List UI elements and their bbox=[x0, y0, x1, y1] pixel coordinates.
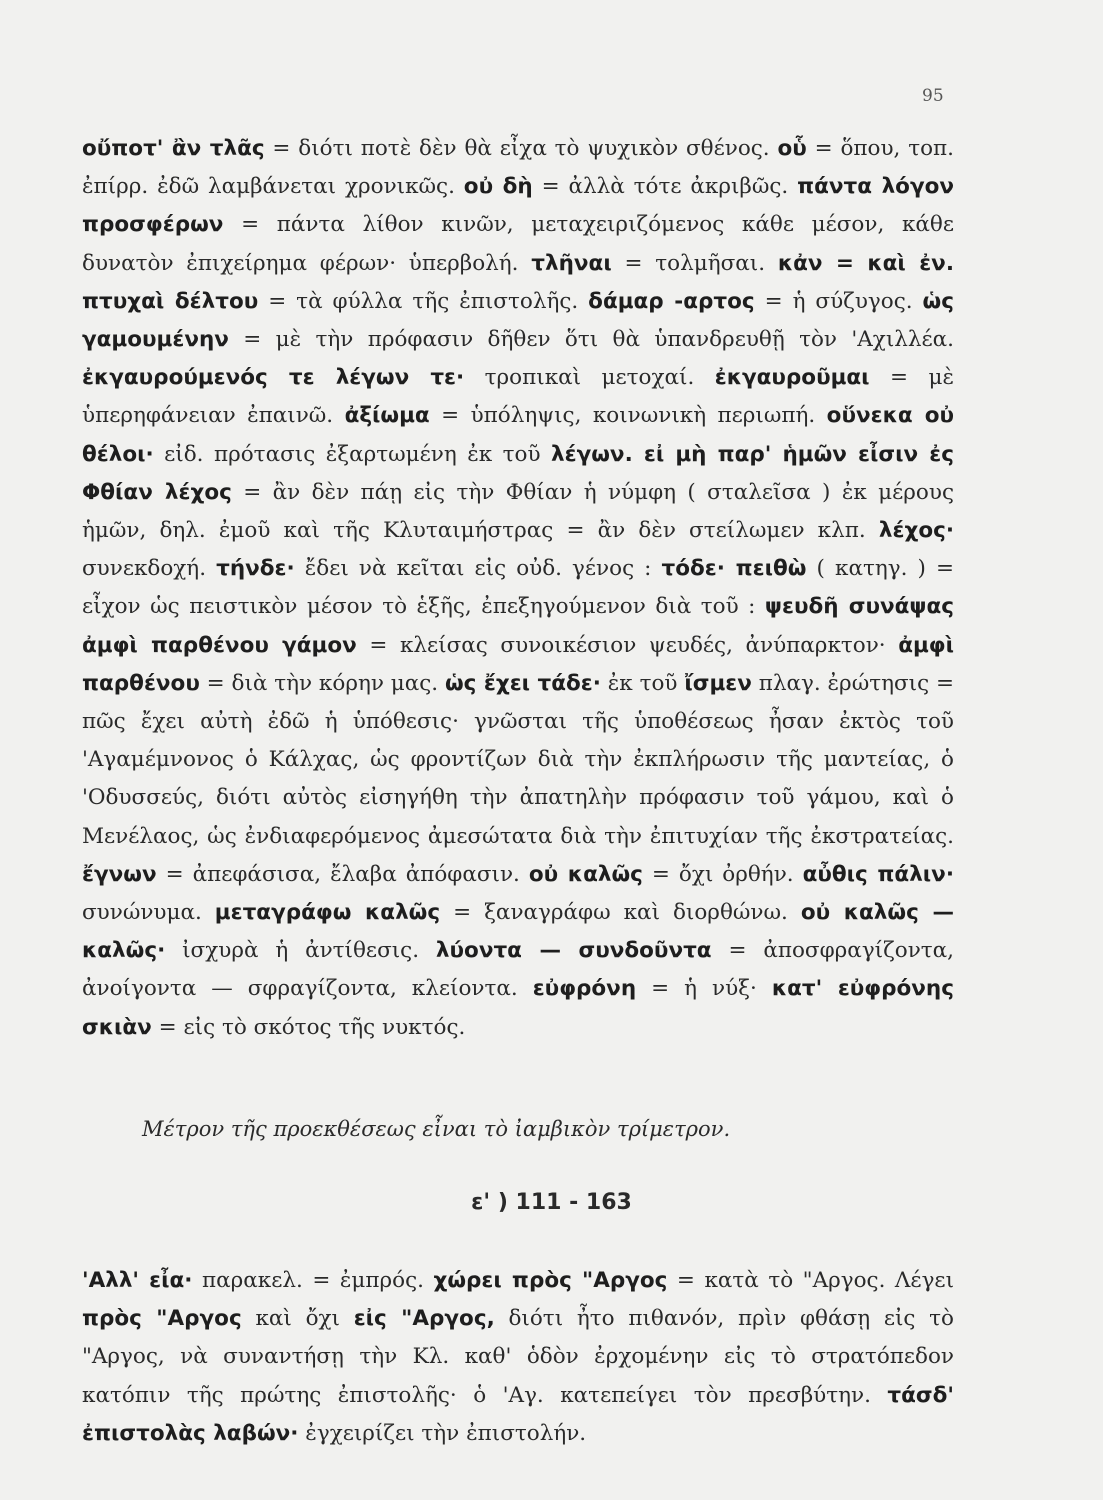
meter-note: Μέτρον τῆς προεκθέσεως εἶναι τὸ ἰαμβικὸν τρίμετρον. bbox=[142, 1117, 731, 1141]
gloss-text: = κλείσας συνοικέσιον ψευδές, ἀνύπαρκτον· bbox=[356, 632, 899, 658]
gloss-text: = ἡ νύξ· bbox=[636, 976, 772, 1002]
gloss-text: = τολμῆσαι. bbox=[611, 250, 778, 276]
gloss-text: = ὅπου, τοπ. ἐπίρρ. ἐδῶ λαμβάνεται χρονικῶς. bbox=[82, 136, 954, 200]
gloss-text: = κατὰ τὸ "Αργος. Λέγει bbox=[667, 1268, 954, 1293]
gloss-text: ἐκ τοῦ bbox=[600, 670, 685, 696]
gloss-text: = ἂν δὲν πάῃ εἰς τὴν Φθίαν ἡ νύμφη ( σταλεῖσα ) ἐκ μέρους ἡμῶν, δηλ. ἐμοῦ καὶ τῆς Κλυταιμήστρας = ἂν δὲν στείλωμεν κλπ. bbox=[82, 479, 954, 544]
gloss-text: = ξαναγράφω καὶ διορθώνω. bbox=[440, 900, 801, 926]
lemma-term: ἐκγαυρούμενός τε λέγων τε· bbox=[82, 365, 465, 391]
section-heading: ε' ) 111 - 163 bbox=[471, 1190, 632, 1215]
lemma-term: οὕνεκα οὐ θέλοι· bbox=[82, 403, 954, 467]
gloss-text: = εἰς τὸ σκότος τῆς νυκτός. bbox=[151, 1014, 466, 1040]
lemma-term: ὡς ἔχει τάδε· bbox=[444, 670, 601, 696]
lemma-term: λέχος· bbox=[878, 518, 954, 544]
lemma-term: τλῆναι bbox=[531, 250, 612, 276]
lemma-term: ἔγνων bbox=[82, 861, 157, 887]
lemma-term: πάντα λόγον προσφέρων bbox=[82, 174, 955, 238]
gloss-text: τροπικαὶ μετοχαί. bbox=[464, 365, 715, 391]
commentary-paragraph-2 bbox=[82, 1262, 954, 1453]
gloss-text: καὶ ὄχι bbox=[241, 1306, 354, 1332]
gloss-text: ( κατηγ. ) = εἶχον ὡς πειστικὸν μέσον τὸ ἑξῆς, ἐπεξηγούμενον διὰ τοῦ : bbox=[82, 556, 954, 620]
lemma-term: πρὸς "Αργος bbox=[82, 1306, 242, 1332]
lemma-term: εἰς "Αργος, bbox=[353, 1306, 495, 1332]
gloss-text: παρακελ. = ἐμπρός. bbox=[192, 1268, 434, 1293]
gloss-text: = ἀλλὰ τότε ἀκριβῶς. bbox=[532, 174, 798, 200]
lemma-term: εὐφρόνη bbox=[532, 976, 637, 1002]
lemma-term: δάμαρ -αρτος bbox=[588, 288, 755, 314]
lemma-term: λέγων. εἰ μὴ παρ' ἡμῶν εἶσιν ἐς Φθίαν λέχος bbox=[82, 441, 954, 505]
lemma-term: χώρει πρὸς "Αργος bbox=[433, 1268, 668, 1293]
lemma-term: λύοντα — συνδοῦντα bbox=[435, 938, 712, 964]
gloss-text: = ὄχι ὀρθήν. bbox=[642, 861, 803, 887]
lemma-term: οὐ καλῶς — καλῶς· bbox=[82, 900, 954, 964]
gloss-text: = διότι ποτὲ δὲν θὰ εἶχα τὸ ψυχικὸν σθένος. bbox=[264, 136, 778, 161]
lemma-term: κἀν = καὶ ἐν. πτυχαὶ δέλτου bbox=[82, 250, 954, 314]
gloss-text: συνώνυμα. bbox=[82, 900, 215, 926]
lemma-term: ἐκγαυροῦμαι bbox=[714, 365, 870, 391]
lemma-term: οὗ bbox=[777, 136, 807, 161]
gloss-text: = ἀπεφάσισα, ἔλαβα ἀπόφασιν. bbox=[156, 861, 529, 887]
lemma-term: οὔποτ' ἂν τλᾶς bbox=[82, 136, 265, 161]
gloss-text: = μὲ τὴν πρόφασιν δῆθεν ὅτι θὰ ὑπανδρευθῇ τὸν 'Αχιλλέα. bbox=[228, 327, 954, 353]
gloss-text: = διὰ τὴν κόρην μας. bbox=[199, 670, 445, 696]
lemma-term: τήνδε· bbox=[216, 556, 295, 582]
gloss-text: πλαγ. ἐρώτησις = πῶς ἔχει αὐτὴ ἐδῶ ἡ ὑπόθεσις· γνῶσται τῆς ὑποθέσεως ἦσαν ἐκτὸς τοῦ 'Αγαμέμνονος ὁ Κάλχας, ὡς φροντίζων διὰ τὴν ἐκπλήρωσιν τῆς μαντείας, ὁ 'Οδυσσεύς, διότι αὐτὸς εἰσηγήθη τὴν ἀπατηλὴν πρόφασιν τοῦ γάμου, καὶ ὁ Μενέλαος, ὡς ἐνδιαφερόμενος ἀμεσώτατα διὰ τὴν ἐπιτυχίαν τῆς ἐκστρατείας. bbox=[82, 670, 954, 849]
lemma-term: αὖθις πάλιν· bbox=[802, 861, 954, 887]
gloss-text: = μὲ ὑπερηφάνειαν ἐπαινῶ. bbox=[82, 365, 954, 429]
gloss-text: ἐγχειρίζει τὴν ἐπιστολήν. bbox=[298, 1420, 587, 1446]
page-number: 95 bbox=[922, 86, 944, 106]
gloss-text: = ὑπόληψις, κοινωνικὴ περιωπή. bbox=[429, 403, 827, 429]
lemma-term: 'Αλλ' εἶα· bbox=[82, 1268, 193, 1293]
lemma-term: ἀξίωμα bbox=[344, 403, 430, 429]
lemma-term: ἴσμεν bbox=[684, 670, 752, 696]
lemma-term: ἀμφὶ παρθένου bbox=[82, 632, 955, 696]
gloss-text: = πάντα λίθον κινῶν, μεταχειριζόμενος κάθε μέσον, κάθε δυνατὸν ἐπιχείρημα φέρων· ὑπερβολή. bbox=[82, 212, 954, 276]
lemma-term: ὡς γαμουμένην bbox=[82, 288, 954, 353]
lemma-term: μεταγράφω καλῶς bbox=[214, 900, 441, 926]
lemma-term: ψευδῆ συνάψας ἀμφὶ παρθένου γάμον bbox=[82, 594, 954, 658]
gloss-text: εἰδ. πρότασις ἐξαρτωμένη ἐκ τοῦ bbox=[153, 441, 552, 467]
gloss-text: = ἀποσφραγίζοντα, ἀνοίγοντα — σφραγίζοντα, κλείοντα. bbox=[82, 938, 955, 1002]
lemma-term: οὐ καλῶς bbox=[528, 861, 643, 887]
gloss-text: = ἡ σύζυγος. bbox=[754, 288, 923, 314]
gloss-text: ἰσχυρὰ ἡ ἀντίθεσις. bbox=[165, 938, 436, 964]
lemma-term: κατ' εὐφρόνης σκιὰν bbox=[82, 976, 954, 1040]
gloss-text: συνεκδοχή. bbox=[82, 556, 217, 582]
gloss-text: διότι ἦτο πιθανόν, πρὶν φθάσῃ εἰς τὸ "Αργος, νὰ συναντήσῃ τὴν Κλ. καθ' ὁδὸν ἐρχομένην εἰς τὸ στρατόπεδον κατόπιν τῆς πρώτης ἐπιστολῆς· ὁ 'Αγ. κατεπείγει τὸν πρεσβύτην. bbox=[82, 1306, 955, 1408]
gloss-text: = τὰ φύλλα τῆς ἐπιστολῆς. bbox=[258, 288, 589, 314]
lemma-term: οὐ δὴ bbox=[463, 174, 533, 200]
lemma-term: τόδε· πειθὼ bbox=[661, 556, 807, 582]
lemma-term: τάσδ' ἐπιστολὰς λαβών· bbox=[82, 1382, 954, 1446]
gloss-text: ἔδει νὰ κεῖται εἰς οὐδ. γένος : bbox=[294, 556, 662, 582]
commentary-paragraph-1 bbox=[82, 130, 954, 1047]
